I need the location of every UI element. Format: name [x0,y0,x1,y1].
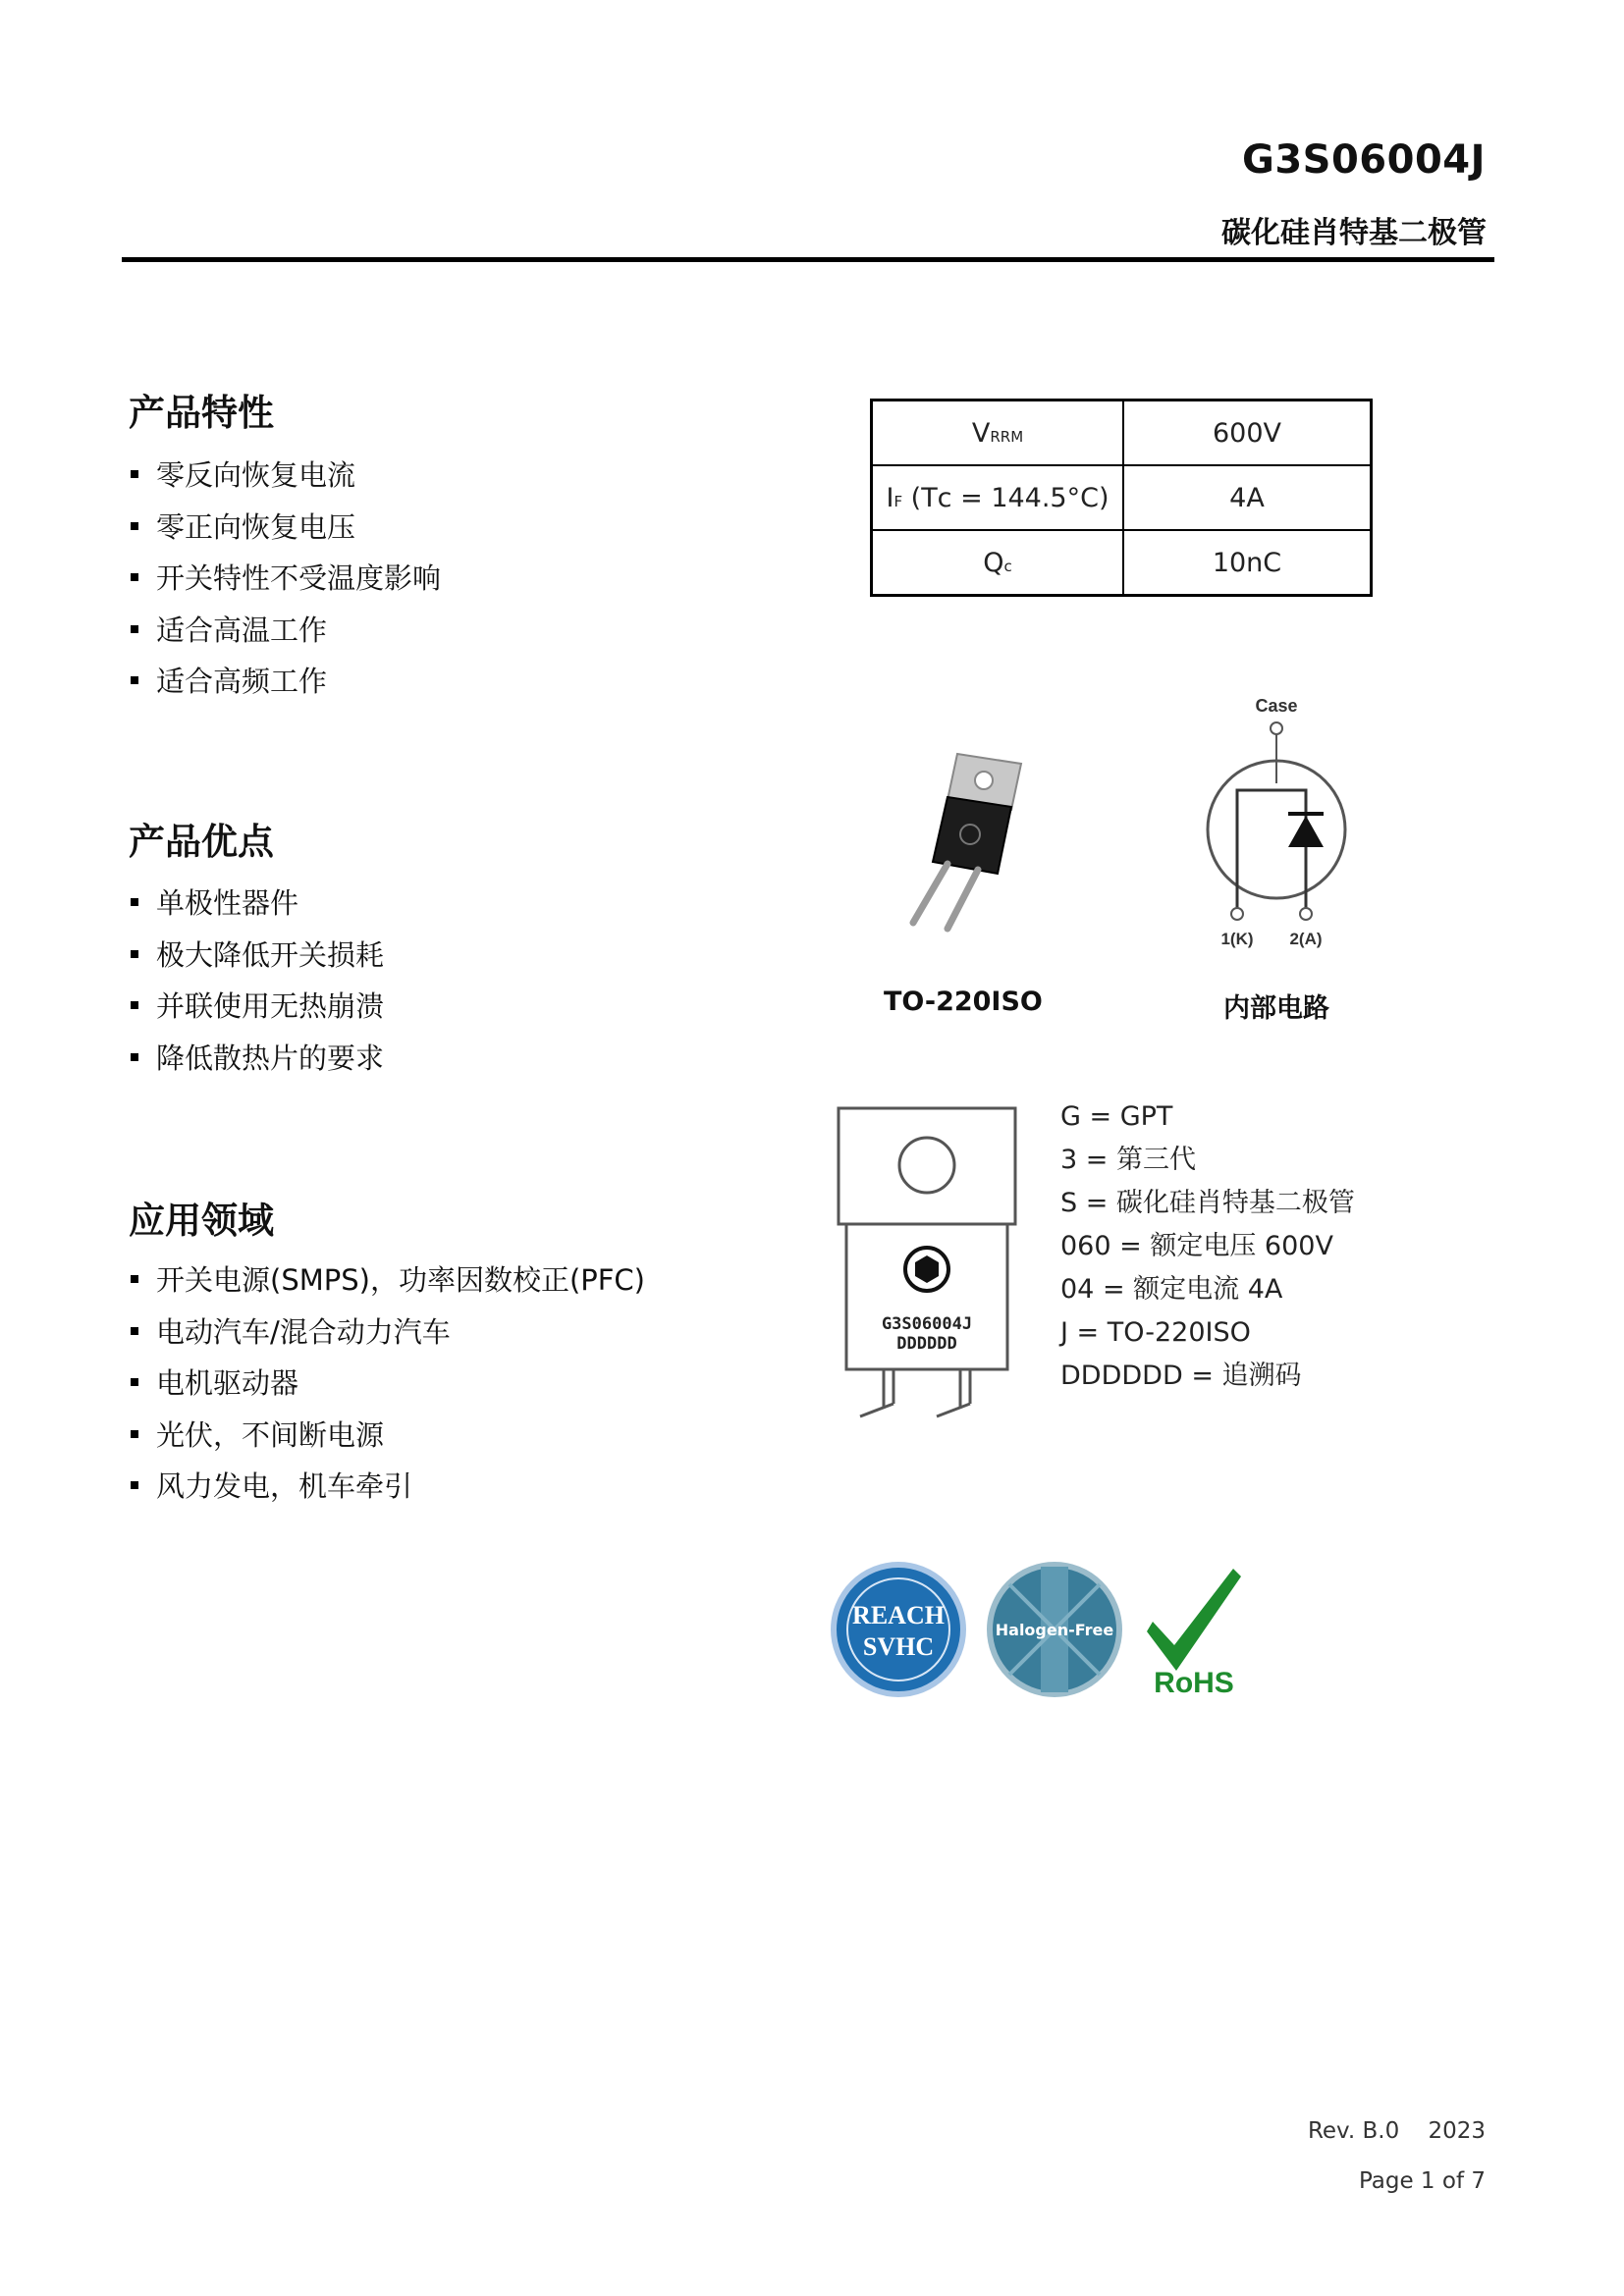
list-item: 电机驱动器 [129,1358,645,1410]
list-item: 04 = 额定电流 4A [1060,1274,1283,1305]
rohs-badge [1143,1561,1251,1698]
features-title: 产品特性 [129,392,274,434]
pin2-label: 2(A) [1289,930,1323,948]
list-item: 零正向恢复电压 [129,502,441,554]
spec-value: 4A [1123,465,1372,530]
part-subtitle: 碳化硅肖特基二极管 [1221,216,1487,250]
bullet-icon [131,898,138,906]
list-item: 适合高温工作 [129,605,441,657]
bullet-icon [131,1481,138,1489]
package-marking-diagram [835,1104,1021,1423]
case-label: Case [1255,696,1298,716]
list-item: 开关电源(SMPS)，功率因数校正(PFC) [129,1255,645,1307]
list-item: 极大降低开关损耗 [129,930,384,982]
applications-list [129,1255,645,1513]
list-item: 3 = 第三代 [1060,1145,1196,1175]
header-rule [122,257,1494,262]
list-item: 060 = 额定电压 600V [1060,1231,1333,1261]
bullet-icon [131,470,138,478]
pin1-label: 1(K) [1220,930,1254,948]
spec-value: 600V [1123,400,1372,466]
list-item: 零反向恢复电流 [129,450,441,502]
mounting-hole-icon [899,1138,954,1193]
marking-line1: G3S06004J [881,1314,973,1334]
spec-param: IF (Tᴄ = 144.5°C) [872,465,1124,530]
bullet-icon [131,1430,138,1438]
bullet-icon [131,1053,138,1061]
bullet-icon [131,1275,138,1283]
halogen-free-badge [986,1561,1123,1698]
bullet-icon [131,1327,138,1335]
bullet-icon [131,676,138,684]
circuit-caption: 内部电路 [1223,993,1329,1024]
table-row [872,400,1372,466]
table-row [872,465,1372,530]
revision-label: Rev. B.0 2023 [1307,2118,1486,2144]
list-item: 并联使用无热崩溃 [129,981,384,1033]
list-item: 降低散热片的要求 [129,1033,384,1085]
bullet-icon [131,1001,138,1009]
bullet-icon [131,573,138,581]
package-caption: TO-220ISO [884,987,1043,1017]
spec-param: VRRM [872,400,1124,466]
list-item: S = 碳化硅肖特基二极管 [1060,1188,1355,1218]
advantages-list [129,878,384,1084]
rohs-text: RoHS [1154,1667,1234,1698]
case-terminal-icon [1271,722,1282,734]
svhc-text: SVHC [862,1632,935,1661]
table-row [872,530,1372,596]
pin2-terminal-icon [1300,908,1312,920]
list-item: 电动汽车/混合动力汽车 [129,1307,645,1359]
list-item: 风力发电，机车牵引 [129,1461,645,1513]
check-icon [1147,1569,1241,1671]
spec-table [870,399,1373,597]
marking-legend [1060,1095,1355,1398]
marking-line2: DDDDDD [896,1334,957,1354]
pin1-terminal-icon [1231,908,1243,920]
list-item: DDDDDD = 追溯码 [1060,1361,1302,1391]
applications-title: 应用领域 [129,1200,274,1242]
reach-text: REACH [852,1601,945,1629]
list-item: G = GPT [1060,1101,1173,1132]
bullet-icon [131,1378,138,1386]
list-item: 开关特性不受温度影响 [129,553,441,605]
list-item: 光伏，不间断电源 [129,1410,645,1462]
spec-value: 10nC [1123,530,1372,596]
bullet-icon [131,950,138,958]
page-number: Page 1 of 7 [1358,2168,1486,2194]
list-item: 单极性器件 [129,878,384,930]
circuit-diagram [1178,692,1375,957]
reach-svhc-badge [830,1561,967,1698]
part-number: G3S06004J [1241,137,1486,183]
features-list [129,450,441,708]
bullet-icon [131,625,138,633]
halogen-text: Halogen-Free [995,1621,1114,1639]
bullet-icon [131,522,138,530]
spec-param: Qc [872,530,1124,596]
list-item: 适合高频工作 [129,656,441,708]
package-photo-icon [874,736,1051,942]
advantages-title: 产品优点 [129,821,274,863]
list-item: J = TO-220ISO [1060,1317,1251,1348]
diode-symbol-icon [1288,816,1324,847]
